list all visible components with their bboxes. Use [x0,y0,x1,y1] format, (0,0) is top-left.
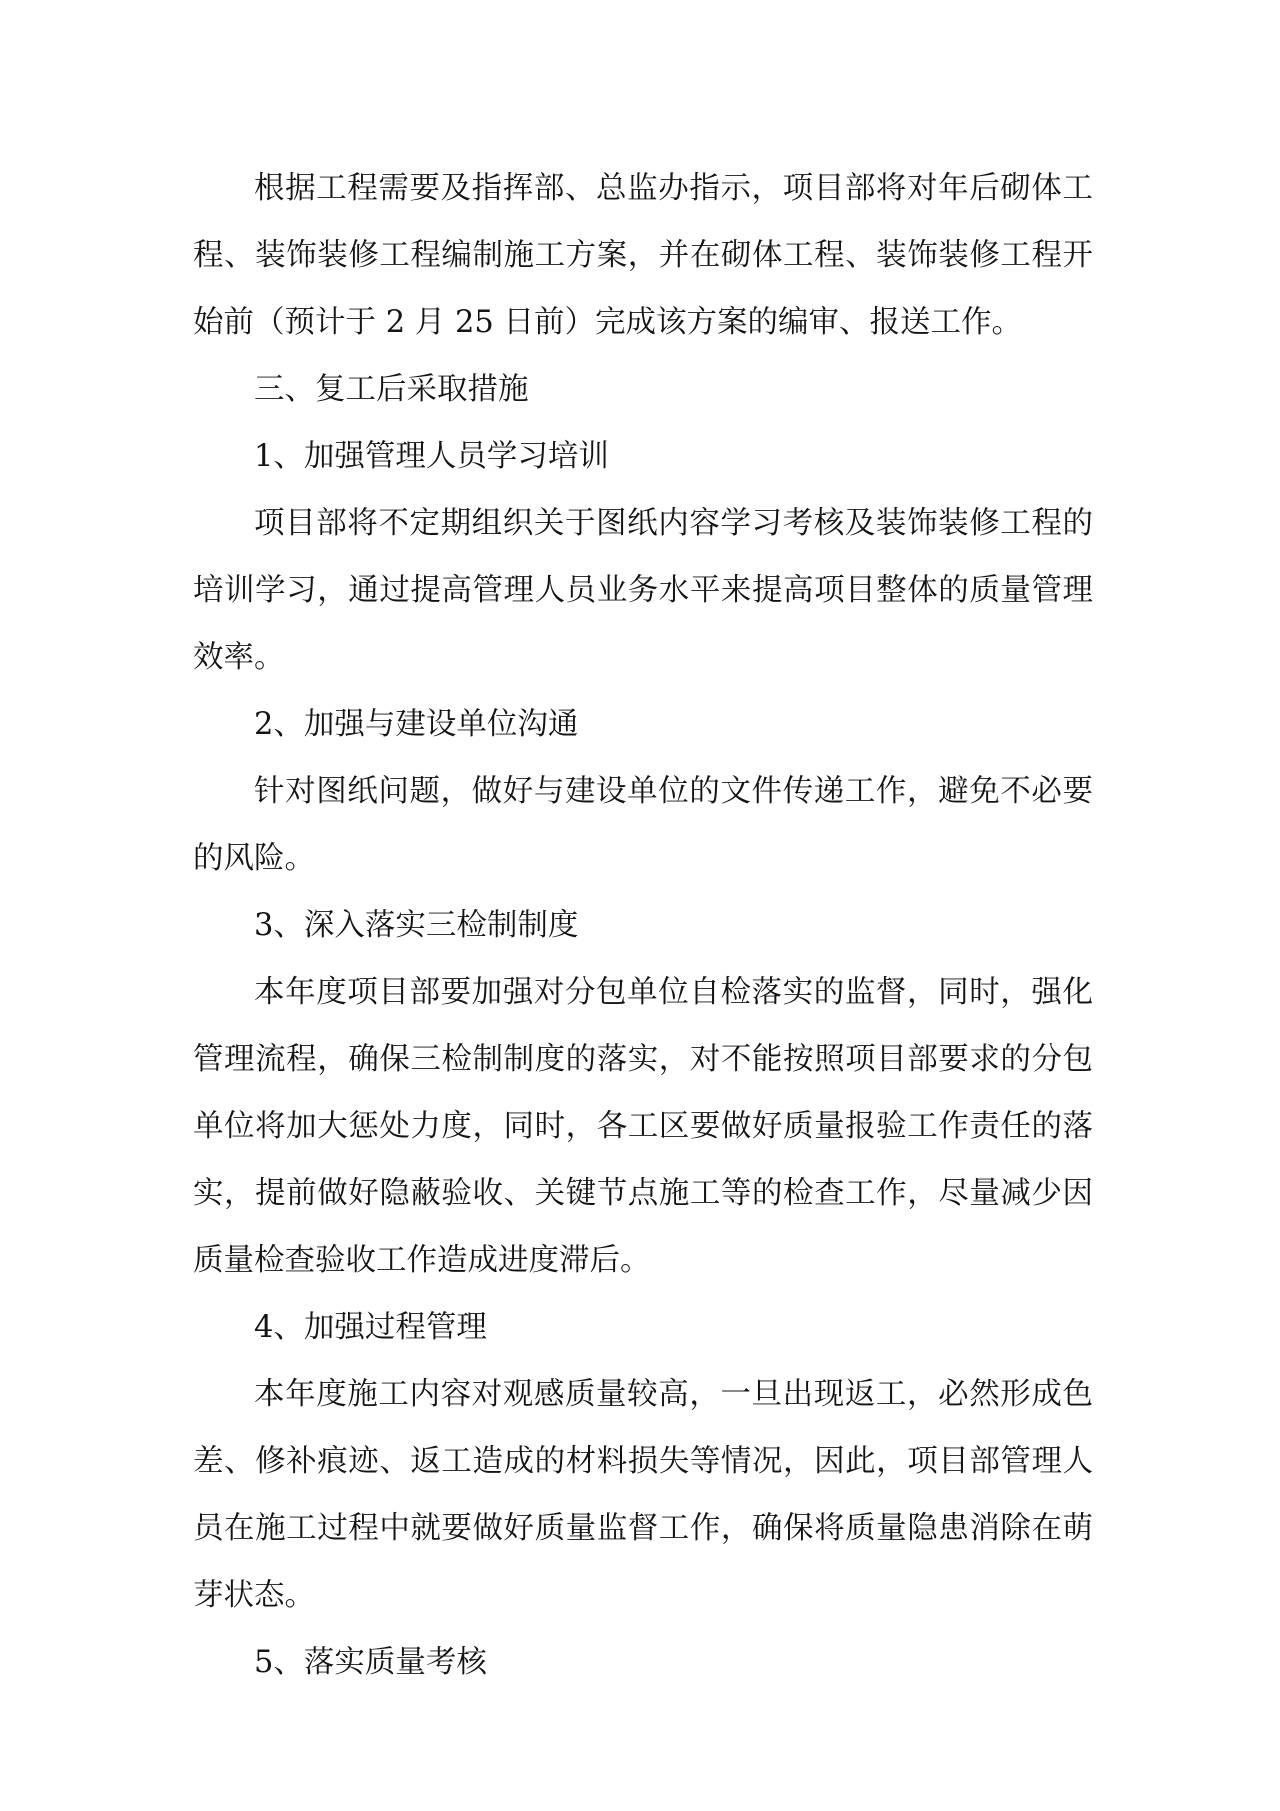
item-heading-process-management: 4、加强过程管理 [254,1310,487,1345]
item-heading-staff-training: 1、加强管理人员学习培训 [254,439,609,474]
item-heading-owner-communication: 2、加强与建设单位沟通 [254,707,579,742]
item-heading-quality-assessment: 5、落实质量考核 [254,1645,487,1680]
paragraph-construction-plan: 根据工程需要及指挥部、总监办指示，项目部将对年后砌体工程、装饰装修工程编制施工方案，并在砌体工程、装饰装修工程开始前（预计于 2 月 25 日前）完成该方案的编审、报送工作。 [193,171,1093,340]
paragraph-owner-communication: 针对图纸问题，做好与建设单位的文件传递工作，避免不必要的风险。 [193,774,1093,876]
paragraph-process-management: 本年度施工内容对观感质量较高，一旦出现返工，必然形成色差、修补痕迹、返工造成的材料损失等情况，因此，项目部管理人员在施工过程中就要做好质量监督工作，确保将质量隐患消除在萌芽状态。 [193,1377,1093,1613]
section-heading-post-resumption-measures: 三、复工后采取措施 [254,372,529,407]
document-body [193,155,1093,1696]
item-heading-three-inspection-system: 3、深入落实三检制制度 [254,908,579,943]
paragraph-staff-training: 项目部将不定期组织关于图纸内容学习考核及装饰装修工程的培训学习，通过提高管理人员业务水平来提高项目整体的质量管理效率。 [193,506,1093,675]
paragraph-three-inspection-system: 本年度项目部要加强对分包单位自检落实的监督，同时，强化管理流程，确保三检制制度的落实，对不能按照项目部要求的分包单位将加大惩处力度，同时，各工区要做好质量报验工作责任的落实，提前做好隐蔽验收、关键节点施工等的检查工作，尽量减少因质量检查验收工作造成进度滞后。 [193,975,1093,1278]
